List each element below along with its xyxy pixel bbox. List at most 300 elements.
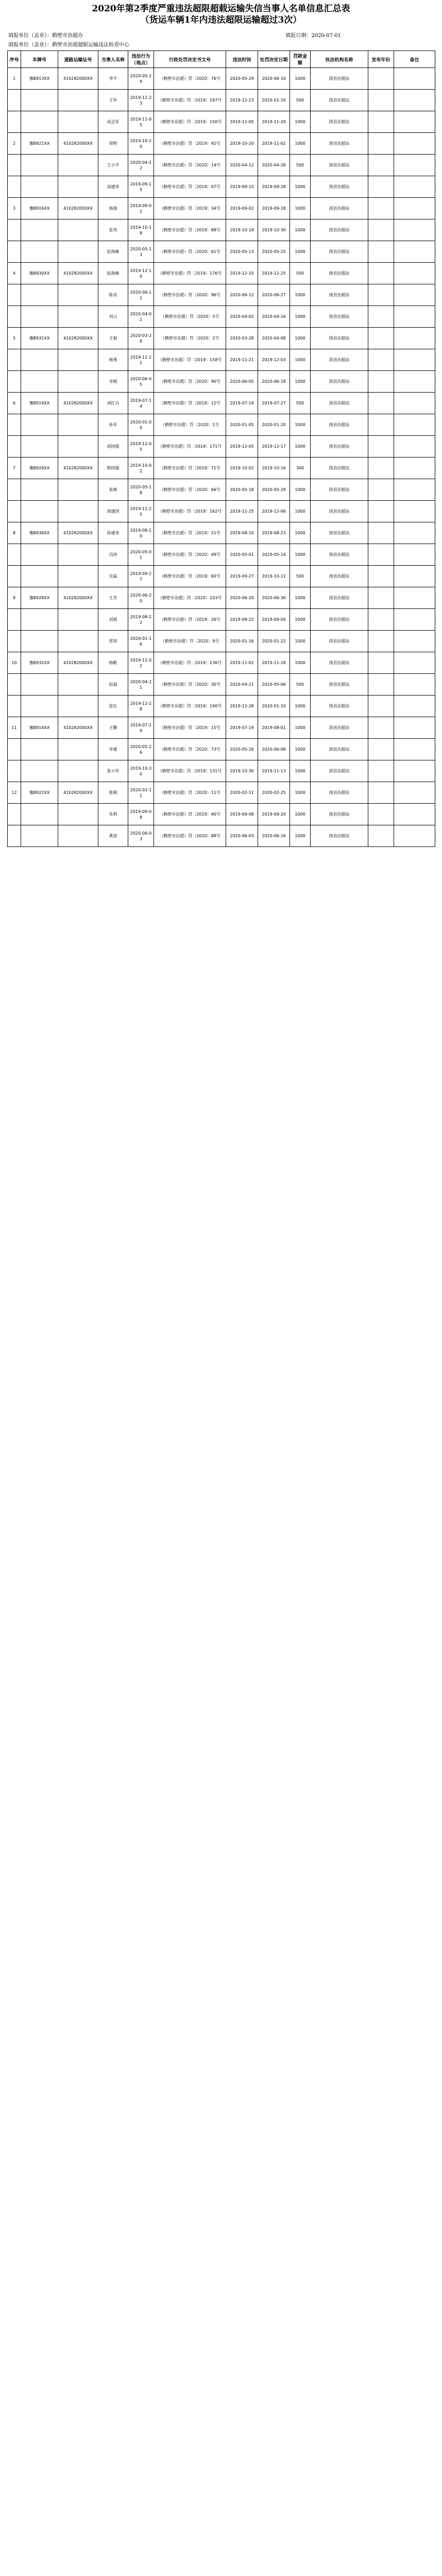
enforcement-org: 淇县治超站 [311, 457, 368, 479]
violation-place: 2020-02-11 [128, 782, 154, 804]
fine-amount: 1000 [290, 804, 311, 825]
decision-date: 2020-06-18 [258, 371, 290, 393]
party-name: 成志军 [98, 111, 128, 133]
enforcement-org: 浚县治超站 [311, 284, 368, 306]
decision-doc-number: （鹤壁市治超）罚〔2020〕66号 [154, 479, 226, 501]
fine-amount: 1000 [290, 739, 311, 760]
table-row [8, 68, 435, 90]
publish-year [368, 393, 394, 414]
publish-year [368, 328, 394, 349]
plate-number: 豫B919XX [21, 393, 58, 414]
party-name: 李平 [98, 68, 128, 90]
decision-date: 2020-05-14 [258, 544, 290, 566]
violation-place: 2019-10-30 [128, 760, 154, 782]
violation-time: 2020-05-29 [226, 68, 258, 90]
enforcement-org: 浚县治超站 [311, 306, 368, 328]
row-number [8, 349, 21, 371]
remark [394, 804, 435, 825]
permit-number [58, 631, 98, 652]
decision-date: 2019-09-18 [258, 198, 290, 219]
decision-doc-number: （鹤壁市治超）罚〔2019〕47号 [154, 176, 226, 198]
publish-year [368, 825, 394, 847]
table-row [8, 825, 435, 847]
remark [394, 717, 435, 739]
publish-year [368, 457, 394, 479]
violation-time: 2019-10-18 [226, 219, 258, 241]
party-name: 陈刚 [98, 782, 128, 804]
decision-date: 2019-12-25 [258, 263, 290, 284]
violation-place: 2020-05-13 [128, 241, 154, 263]
permit-number [58, 479, 98, 501]
fine-amount: 1000 [290, 696, 311, 717]
enforcement-org: 淇县治超站 [311, 717, 368, 739]
violation-time: 2019-07-19 [226, 717, 258, 739]
remark [394, 111, 435, 133]
plate-number: 豫B930XX [21, 263, 58, 284]
decision-date: 2019-12-03 [258, 349, 290, 371]
table-row [8, 501, 435, 522]
party-name: 杨帆 [98, 652, 128, 674]
permit-number [58, 371, 98, 393]
document-title: 2020年第2季度严重违法超限超载运输失信当事人名单信息汇总表 [92, 4, 350, 14]
decision-date: 2019-12-17 [258, 436, 290, 457]
plate-number: 豫B936XX [21, 522, 58, 544]
violation-place: 2020-05-18 [128, 479, 154, 501]
plate-number [21, 219, 58, 241]
violation-time: 2020-02-11 [226, 782, 258, 804]
permit-number [58, 825, 98, 847]
row-number [8, 371, 21, 393]
publish-year [368, 501, 394, 522]
decision-doc-number: （鹤壁市治超）罚〔2020〕9号 [154, 631, 226, 652]
violation-place: 2019-07-14 [128, 393, 154, 414]
table-row [8, 328, 435, 349]
reporter-info [8, 32, 83, 40]
plate-number [21, 306, 58, 328]
decision-doc-number: （鹤壁市治超）罚〔2019〕15号 [154, 717, 226, 739]
party-name: 王芳 [98, 587, 128, 609]
fine-amount: 1000 [290, 717, 311, 739]
publish-year [368, 349, 394, 371]
violation-time: 2020-04-02 [226, 306, 258, 328]
violation-time: 2019-09-27 [226, 566, 258, 587]
violation-place: 2019-11-25 [128, 501, 154, 522]
violation-time: 2020-04-12 [226, 155, 258, 176]
decision-date: 2019-11-13 [258, 760, 290, 782]
publish-year [368, 90, 394, 111]
table-row [8, 284, 435, 306]
column-header: 发布年份 [368, 51, 394, 68]
fine-amount: 1000 [290, 760, 311, 782]
decision-date: 2020-05-25 [258, 241, 290, 263]
row-number [8, 566, 21, 587]
table-row [8, 782, 435, 804]
fine-amount: 1000 [290, 68, 311, 90]
decision-doc-number: （鹤壁市治超）罚〔2019〕40号 [154, 804, 226, 825]
plate-number [21, 349, 58, 371]
table-row [8, 436, 435, 457]
row-number [8, 631, 21, 652]
decision-doc-number: （鹤壁市治超）罚〔2020〕76号 [154, 68, 226, 90]
plate-number [21, 111, 58, 133]
table-row [8, 609, 435, 631]
publish-year [368, 696, 394, 717]
publish-year [368, 544, 394, 566]
violation-place: 2019-08-22 [128, 609, 154, 631]
enforcement-org: 淇县治超站 [311, 68, 368, 90]
decision-date: 2020-01-22 [258, 631, 290, 652]
enforcement-org: 浚县治超站 [311, 696, 368, 717]
permit-number [58, 544, 98, 566]
row-number: 12 [8, 782, 21, 804]
decision-date: 2020-01-10 [258, 696, 290, 717]
enforcement-org: 淇县治超站 [311, 328, 368, 349]
table-row [8, 544, 435, 566]
plate-number: 豫B914XX [21, 717, 58, 739]
column-header: 行政处罚决定书文号 [154, 51, 226, 68]
enforcement-org: 浚县治超站 [311, 566, 368, 587]
remark [394, 457, 435, 479]
plate-number: 豫B921XX [21, 133, 58, 155]
violation-place: 2019-09-27 [128, 566, 154, 587]
party-name: 韩国强 [98, 457, 128, 479]
publish-year [368, 263, 394, 284]
remark [394, 198, 435, 219]
enforcement-org: 淇县治超站 [311, 90, 368, 111]
permit-number [58, 176, 98, 198]
violation-time: 2020-05-13 [226, 241, 258, 263]
decision-doc-number: （鹤壁市治超）罚〔2020〕90号 [154, 371, 226, 393]
fine-amount: 1000 [290, 133, 311, 155]
party-name: 张峰 [98, 479, 128, 501]
fine-amount: 500 [290, 155, 311, 176]
permit-number: 410282000XX [58, 198, 98, 219]
decision-doc-number: （鹤壁市治超）罚〔2019〕71号 [154, 457, 226, 479]
row-number: 6 [8, 393, 21, 414]
violation-time: 2020-06-12 [226, 284, 258, 306]
plate-number [21, 414, 58, 436]
permit-number [58, 306, 98, 328]
fine-amount: 1000 [290, 198, 311, 219]
remark [394, 631, 435, 652]
party-name: 赵磊 [98, 674, 128, 696]
violation-time: 2020-01-05 [226, 414, 258, 436]
violation-place: 2020-06-03 [128, 825, 154, 847]
plate-number [21, 436, 58, 457]
permit-number [58, 739, 98, 760]
enforcement-org: 浚县治超站 [311, 652, 368, 674]
enforcement-org: 淇县治超站 [311, 587, 368, 609]
decision-date: 2019-08-23 [258, 522, 290, 544]
fine-amount: 1000 [290, 241, 311, 263]
plate-number [21, 155, 58, 176]
table-row [8, 306, 435, 328]
decision-doc-number: （鹤壁市治超）罚〔2019〕176号 [154, 263, 226, 284]
enforcement-org: 淇县治超站 [311, 739, 368, 760]
enforcement-org: 浚县治超站 [311, 782, 368, 804]
table-row [8, 176, 435, 198]
violation-place: 2020-06-20 [128, 587, 154, 609]
publish-year [368, 587, 394, 609]
party-name: 王振 [98, 328, 128, 349]
row-number [8, 284, 21, 306]
decision-doc-number: （鹤壁市治超）罚〔2020〕11号 [154, 782, 226, 804]
publish-year [368, 284, 394, 306]
table-row [8, 696, 435, 717]
document-page [7, 0, 435, 847]
publish-year [368, 566, 394, 587]
party-name: 胡国强 [98, 436, 128, 457]
row-number: 2 [8, 133, 21, 155]
fine-amount: 1000 [290, 587, 311, 609]
violation-time: 2020-01-16 [226, 631, 258, 652]
permit-number [58, 284, 98, 306]
violation-time: 2020-06-03 [226, 825, 258, 847]
table-row [8, 111, 435, 133]
publish-year [368, 652, 394, 674]
decision-doc-number: （鹤壁市治超）罚〔2019〕26号 [154, 609, 226, 631]
party-name: 杨强 [98, 198, 128, 219]
publish-year [368, 306, 394, 328]
table-row [8, 717, 435, 739]
plate-number [21, 804, 58, 825]
remark [394, 284, 435, 306]
decision-doc-number: （鹤壁市治超）罚〔2019〕131号 [154, 760, 226, 782]
row-number: 7 [8, 457, 21, 479]
decision-date: 2019-11-18 [258, 652, 290, 674]
plate-number: 豫B928XX [21, 587, 58, 609]
remark [394, 68, 435, 90]
row-number: 3 [8, 198, 21, 219]
remark [394, 760, 435, 782]
row-number [8, 155, 21, 176]
violation-place: 2019-09-02 [128, 198, 154, 219]
remark [394, 674, 435, 696]
fine-amount: 1000 [290, 652, 311, 674]
enforcement-org: 浚县治超站 [311, 155, 368, 176]
violation-place: 2020-03-28 [128, 328, 154, 349]
enforcement-org: 淇县治超站 [311, 349, 368, 371]
permit-number [58, 760, 98, 782]
violation-time: 2019-12-05 [226, 436, 258, 457]
permit-number [58, 90, 98, 111]
fine-amount: 1000 [290, 176, 311, 198]
table-row [8, 587, 435, 609]
violation-time: 2020-06-20 [226, 587, 258, 609]
fine-amount: 1000 [290, 436, 311, 457]
enforcement-org: 淇县治超站 [311, 111, 368, 133]
row-number: 11 [8, 717, 21, 739]
decision-date: 2019-11-20 [258, 111, 290, 133]
violation-time: 2019-12-28 [226, 696, 258, 717]
violation-time: 2019-08-10 [226, 522, 258, 544]
table-header-row [8, 51, 435, 68]
fine-amount: 1000 [290, 219, 311, 241]
row-number [8, 436, 21, 457]
violation-time: 2019-10-20 [226, 133, 258, 155]
plate-number [21, 566, 58, 587]
plate-number: 豫B916XX [21, 198, 58, 219]
decision-doc-number: （鹤壁市治超）罚〔2020〕1号 [154, 414, 226, 436]
publish-year [368, 219, 394, 241]
decision-doc-number: （鹤壁市治超）罚〔2020〕5号 [154, 306, 226, 328]
violation-place: 2019-10-18 [128, 219, 154, 241]
decision-doc-number: （鹤壁市治超）罚〔2019〕21号 [154, 522, 226, 544]
plate-number [21, 544, 58, 566]
enforcement-org: 浚县治超站 [311, 825, 368, 847]
plate-number: 豫B931XX [21, 328, 58, 349]
row-number: 4 [8, 263, 21, 284]
violation-place: 2019-11-05 [128, 111, 154, 133]
remark [394, 219, 435, 241]
remark [394, 501, 435, 522]
publish-year [368, 198, 394, 219]
enforcement-org: 浚县治超站 [311, 133, 368, 155]
plate-number [21, 609, 58, 631]
report-date: 填报日期：2020-07-01 [285, 33, 341, 39]
remark [394, 825, 435, 847]
decision-date: 2020-06-30 [258, 587, 290, 609]
permit-number: 410282000XX [58, 68, 98, 90]
decision-doc-number: （鹤壁市治超）罚〔2019〕60号 [154, 566, 226, 587]
party-name: 刘云 [98, 306, 128, 328]
violation-time: 2020-03-28 [226, 328, 258, 349]
publish-year [368, 111, 394, 133]
remark [394, 414, 435, 436]
column-header: 备注 [394, 51, 435, 68]
violation-place: 2020-06-05 [128, 371, 154, 393]
violation-place: 2019-12-10 [128, 263, 154, 284]
enforcement-org: 浚县治超站 [311, 176, 368, 198]
table-row [8, 133, 435, 155]
plate-number [21, 760, 58, 782]
table-row [8, 349, 435, 371]
table-row [8, 566, 435, 587]
fine-amount: 1000 [290, 609, 311, 631]
table-row [8, 760, 435, 782]
decision-doc-number: （鹤壁市治超）罚〔2019〕162号 [154, 501, 226, 522]
enforcement-org: 淇县治超站 [311, 631, 368, 652]
remark [394, 544, 435, 566]
permit-number: 410282000XX [58, 652, 98, 674]
remark [394, 90, 435, 111]
publish-year [368, 133, 394, 155]
row-number [8, 825, 21, 847]
violation-time: 2019-11-21 [226, 349, 258, 371]
party-name: 杨勇 [98, 349, 128, 371]
violation-place: 2020-04-02 [128, 306, 154, 328]
plate-number [21, 631, 58, 652]
plate-number: 豫B926XX [21, 457, 58, 479]
remark [394, 371, 435, 393]
fine-amount: 1000 [290, 284, 311, 306]
table-row [8, 155, 435, 176]
table-row [8, 263, 435, 284]
party-name: 李建 [98, 739, 128, 760]
decision-doc-number: （鹤壁市治超）罚〔2019〕171号 [154, 436, 226, 457]
party-name: 刘斌 [98, 609, 128, 631]
plate-number [21, 90, 58, 111]
decision-doc-number: （鹤壁市治超）罚〔2019〕136号 [154, 652, 226, 674]
decision-doc-number: （鹤壁市治超）罚〔2020〕14号 [154, 155, 226, 176]
decision-doc-number: （鹤壁市治超）罚〔2019〕190号 [154, 696, 226, 717]
publish-year [368, 522, 394, 544]
fine-amount: 1000 [290, 371, 311, 393]
decision-doc-number: （鹤壁市治超）罚〔2019〕158号 [154, 349, 226, 371]
table-row [8, 414, 435, 436]
permit-number [58, 696, 98, 717]
decision-date: 2020-06-27 [258, 284, 290, 306]
remark [394, 652, 435, 674]
violation-time: 2019-11-02 [226, 652, 258, 674]
violation-place: 2019-09-08 [128, 804, 154, 825]
remark [394, 739, 435, 760]
publish-year [368, 804, 394, 825]
fine-amount: 1000 [290, 782, 311, 804]
permit-number [58, 111, 98, 133]
publish-year [368, 436, 394, 457]
row-number: 10 [8, 652, 21, 674]
remark [394, 263, 435, 284]
report-meta [7, 32, 435, 40]
enforcement-org: 浚县治超站 [311, 804, 368, 825]
party-name: 王鹏 [98, 717, 128, 739]
violation-place: 2020-04-21 [128, 674, 154, 696]
fine-amount: 1000 [290, 306, 311, 328]
party-name: 徐东 [98, 696, 128, 717]
row-number [8, 696, 21, 717]
table-row [8, 479, 435, 501]
violation-time: 2019-10-02 [226, 457, 258, 479]
decision-date: 2019-07-27 [258, 393, 290, 414]
violation-place: 2020-01-16 [128, 631, 154, 652]
permit-number: 410282000XX [58, 263, 98, 284]
document-subtitle: （货运车辆1年内违法超限运输超过3次） [140, 15, 302, 25]
plate-number [21, 825, 58, 847]
violation-time: 2019-07-14 [226, 393, 258, 414]
violation-time: 2019-12-23 [226, 90, 258, 111]
enforcement-org: 浚县治超站 [311, 393, 368, 414]
enforcement-org: 浚县治超站 [311, 263, 368, 284]
row-number: 5 [8, 328, 21, 349]
table-row [8, 652, 435, 674]
enforcement-org: 淇县治超站 [311, 760, 368, 782]
row-number [8, 760, 21, 782]
table-row [8, 393, 435, 414]
permit-number [58, 414, 98, 436]
violation-place: 2019-12-23 [128, 90, 154, 111]
decision-doc-number: （鹤壁市治超）罚〔2019〕12号 [154, 393, 226, 414]
violation-place: 2019-09-15 [128, 176, 154, 198]
fine-amount: 1000 [290, 479, 311, 501]
decision-doc-number: （鹤壁市治超）罚〔2020〕30号 [154, 674, 226, 696]
remark [394, 436, 435, 457]
permit-number [58, 609, 98, 631]
enforcement-org: 浚县治超站 [311, 436, 368, 457]
remark [394, 133, 435, 155]
party-name: 冯涛 [98, 544, 128, 566]
publish-year [368, 760, 394, 782]
decision-date: 2020-06-08 [258, 739, 290, 760]
publish-year [368, 479, 394, 501]
plate-number [21, 176, 58, 198]
table-row [8, 739, 435, 760]
permit-number: 410282000XX [58, 717, 98, 739]
decision-date: 2019-10-16 [258, 457, 290, 479]
permit-number: 410282000XX [58, 522, 98, 544]
reporter-unit: 鹤壁市治超办 [52, 33, 83, 39]
enforcement-org: 浚县治超站 [311, 522, 368, 544]
